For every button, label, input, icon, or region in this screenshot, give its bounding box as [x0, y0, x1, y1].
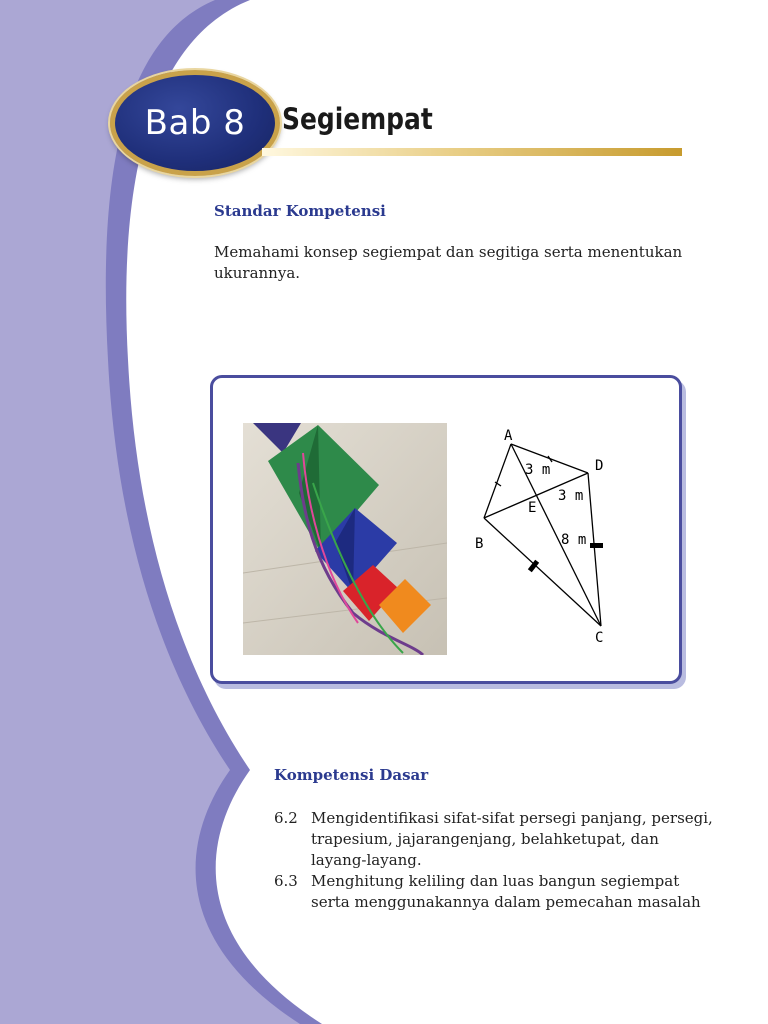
list-item: [274, 871, 714, 913]
standar-kompetensi-text: Memahami konsep segiempat dan segitiga serta menentukan ukurannya.: [214, 243, 683, 282]
point-a-label: A: [504, 428, 513, 444]
list-item-text: Mengidentifikasi sifat-sifat persegi panjang, persegi, trapesium, jajarangenjang, belahketupat, dan layang-layang.: [311, 809, 713, 869]
segment-ae-label: 3 m: [525, 462, 551, 478]
point-e-label: E: [528, 500, 537, 516]
kite-diagram: [468, 418, 658, 658]
segment-ec-label: 8 m: [561, 532, 587, 548]
figure-box: [210, 375, 682, 684]
chapter-badge: [110, 70, 280, 176]
point-b-label: B: [475, 536, 484, 552]
list-item-number: 6.3: [274, 872, 298, 890]
point-d-label: D: [595, 458, 604, 474]
standar-kompetensi-heading: Standar Kompetensi: [214, 202, 386, 220]
kompetensi-dasar-list: [274, 808, 714, 913]
segment-ed-label: 3 m: [558, 488, 584, 504]
chapter-title: Segiempat: [282, 102, 433, 136]
list-item-number: 6.2: [274, 809, 298, 827]
title-rule: [262, 148, 682, 156]
kompetensi-dasar-heading: Kompetensi Dasar: [274, 766, 429, 784]
chapter-label: Bab 8: [144, 103, 246, 143]
list-item: [274, 808, 714, 871]
point-c-label: C: [595, 630, 604, 646]
kites-photo: [243, 423, 447, 655]
list-item-text: Menghitung keliling dan luas bangun segiempat serta menggunakannya dalam pemecahan masalah: [311, 872, 701, 911]
